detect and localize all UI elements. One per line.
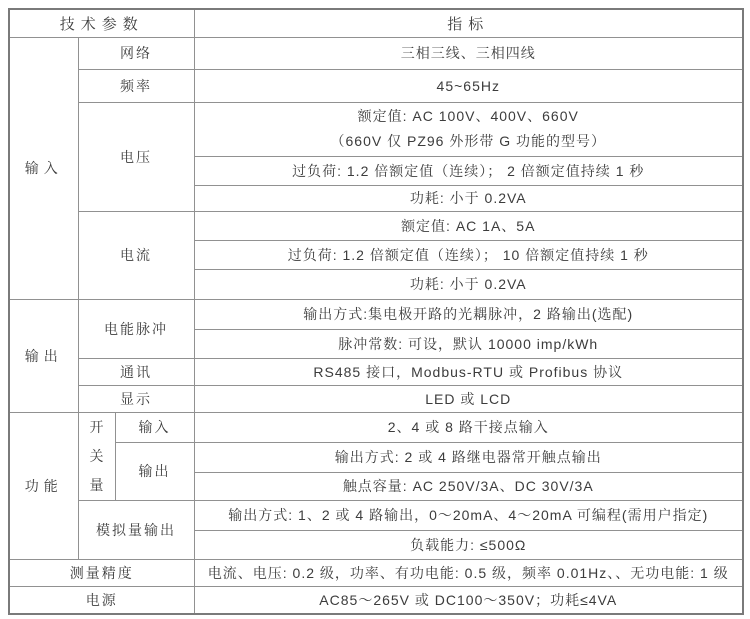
- table-row-voltage-rated: [9, 102, 743, 156]
- row-label-power: 电源: [9, 586, 194, 614]
- row-label-switch-io: [78, 412, 115, 500]
- value-frequency: 45~65Hz: [194, 69, 743, 102]
- group-output-label: 输出: [9, 299, 78, 412]
- value-analog-load: 负载能力: ≤500Ω: [194, 530, 743, 559]
- value-pulse-mode: 输出方式:集电极开路的光耦脉冲，2 路输出(选配): [194, 299, 743, 329]
- table-row-display: [9, 385, 743, 412]
- value-pulse-constant: 脉冲常数: 可设，默认 10000 imp/kWh: [194, 329, 743, 358]
- value-voltage-consumption: 功耗: 小于 0.2VA: [194, 185, 743, 211]
- table-row-analog-mode: [9, 500, 743, 530]
- row-label-display: 显示: [78, 385, 194, 412]
- value-switch-output-capacity: 触点容量: AC 250V/3A、DC 30V/3A: [194, 472, 743, 500]
- table-row-power: [9, 586, 743, 614]
- value-network: 三相三线、三相四线: [194, 37, 743, 69]
- row-label-communication: 通讯: [78, 358, 194, 385]
- table-row-communication: [9, 358, 743, 385]
- row-label-switch-output: 输出: [115, 442, 194, 500]
- table-header-row: [9, 9, 743, 37]
- row-label-network: 网络: [78, 37, 194, 69]
- value-current-overload: 过负荷: 1.2 倍额定值（连续）； 10 倍额定值持续 1 秒: [194, 240, 743, 269]
- row-label-voltage: 电压: [78, 102, 194, 211]
- table-row-switch-input: [9, 412, 743, 442]
- row-label-analog-output: 模拟量输出: [78, 500, 194, 559]
- value-display: LED 或 LCD: [194, 385, 743, 412]
- row-label-current: 电流: [78, 211, 194, 299]
- group-input-label: 输入: [9, 37, 78, 299]
- row-label-accuracy: 测量精度: [9, 559, 194, 586]
- value-voltage-rated-line2: （660V 仅 PZ96 外形带 G 功能的型号）: [330, 133, 606, 149]
- group-function-label: 功能: [9, 412, 78, 559]
- value-voltage-rated: [194, 102, 743, 156]
- value-current-consumption: 功耗: 小于 0.2VA: [194, 269, 743, 299]
- table-row-pulse-mode: [9, 299, 743, 329]
- value-communication: RS485 接口，Modbus-RTU 或 Profibus 协议: [194, 358, 743, 385]
- value-power: AC85～265V 或 DC100～350V；功耗≤4VA: [194, 586, 743, 614]
- value-voltage-overload: 过负荷: 1.2 倍额定值（连续）； 2 倍额定值持续 1 秒: [194, 156, 743, 185]
- table-row-current-rated: [9, 211, 743, 240]
- header-indicator: 指标: [194, 9, 743, 37]
- value-current-rated: 额定值: AC 1A、5A: [194, 211, 743, 240]
- value-analog-mode: 输出方式: 1、2 或 4 路输出，0～20mA、4～20mA 可编程(需用户指定): [194, 500, 743, 530]
- table-row-switch-output-mode: [9, 442, 743, 472]
- table-row-accuracy: [9, 559, 743, 586]
- value-voltage-rated-line1: 额定值: AC 100V、400V、660V: [357, 108, 579, 124]
- switch-io-vertical-label: 开关量: [89, 418, 104, 493]
- row-label-energy-pulse: 电能脉冲: [78, 299, 194, 358]
- spec-table: [8, 8, 744, 615]
- table-row-frequency: [9, 69, 743, 102]
- row-label-switch-input: 输入: [115, 412, 194, 442]
- header-tech-params: 技术参数: [9, 9, 194, 37]
- table-row-network: [9, 37, 743, 69]
- value-accuracy: 电流、电压: 0.2 级，功率、有功电能: 0.5 级，频率 0.01Hz、、无功电能: 1 级: [194, 559, 743, 586]
- value-switch-output-mode: 输出方式: 2 或 4 路继电器常开触点输出: [194, 442, 743, 472]
- row-label-frequency: 频率: [78, 69, 194, 102]
- value-switch-input: 2、4 或 8 路干接点输入: [194, 412, 743, 442]
